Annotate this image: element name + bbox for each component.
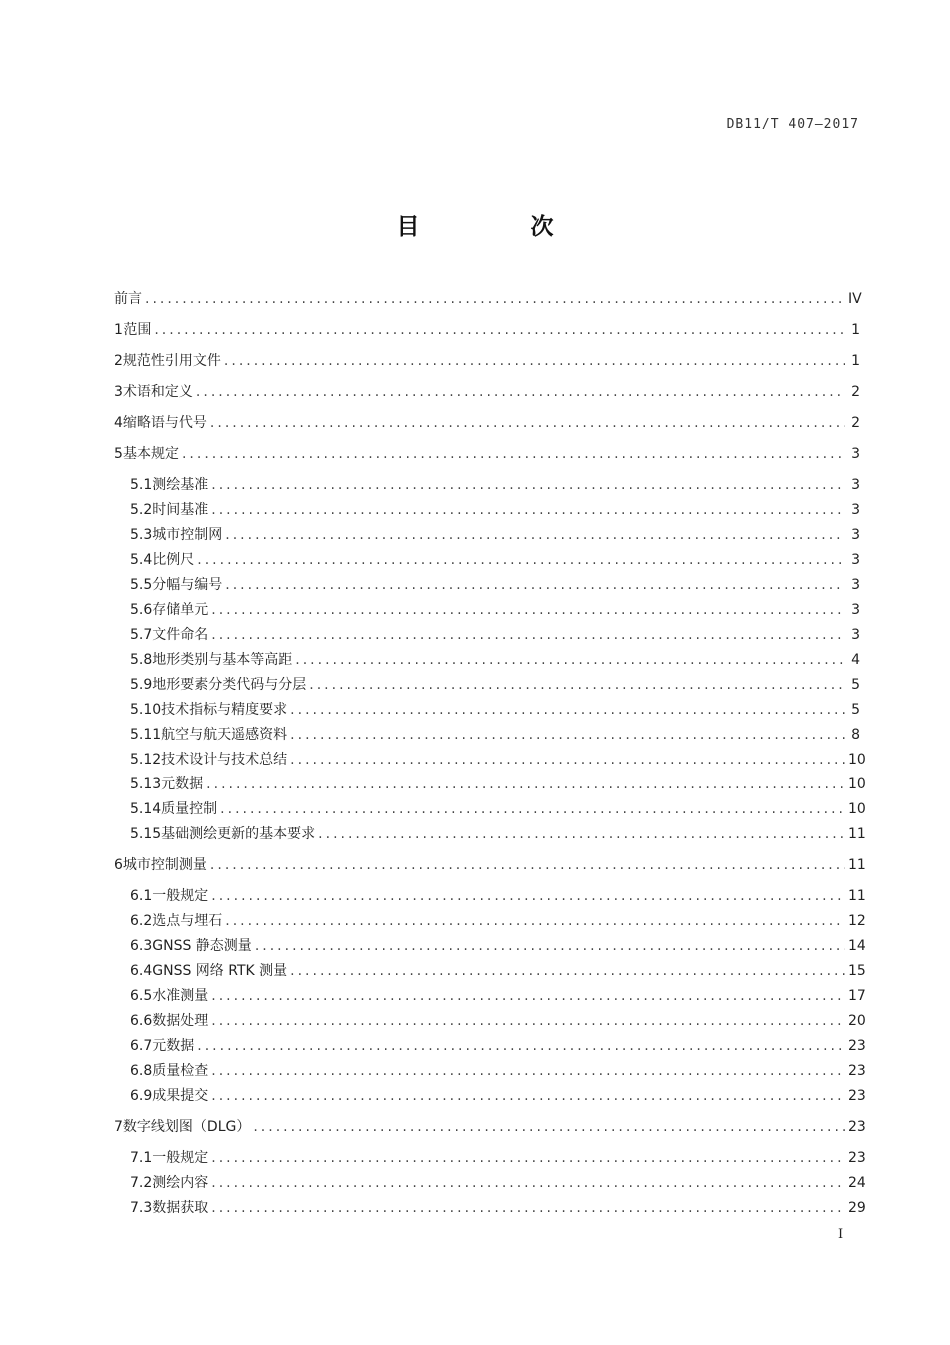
toc-dot-leader bbox=[211, 600, 845, 620]
toc-entry-page: 3 bbox=[851, 527, 860, 543]
toc-entry-page: 11 bbox=[848, 888, 866, 904]
toc-entry-number: 6 bbox=[114, 857, 123, 873]
toc-dot-leader bbox=[290, 750, 845, 770]
toc-entry-number: 5.11 bbox=[130, 727, 162, 743]
toc-entry[interactable] bbox=[130, 936, 866, 956]
toc-dot-leader bbox=[206, 774, 845, 794]
toc-entry[interactable] bbox=[114, 855, 866, 875]
toc-entry-title: 术语和定义 bbox=[122, 384, 193, 400]
toc-entry-page: 4 bbox=[851, 652, 860, 668]
toc-entry-page: 11 bbox=[848, 857, 866, 873]
toc-entry-page: 20 bbox=[848, 1013, 866, 1029]
toc-entry-number: 6.9 bbox=[130, 1088, 153, 1104]
toc-entry-title: 航空与航天遥感资料 bbox=[161, 727, 288, 743]
toc-dot-leader bbox=[210, 855, 845, 875]
toc-entry[interactable] bbox=[130, 1086, 866, 1106]
toc-entry-page: IV bbox=[848, 291, 862, 307]
toc-entry[interactable] bbox=[130, 725, 860, 745]
toc-dot-leader bbox=[220, 799, 845, 819]
toc-entry-number: 6.5 bbox=[130, 988, 153, 1004]
toc-dot-leader bbox=[197, 1036, 845, 1056]
toc-entry-title: GNSS 网络 RTK 测量 bbox=[152, 963, 288, 979]
toc-entry-page: 24 bbox=[848, 1175, 866, 1191]
toc-entry-title: 城市控制测量 bbox=[122, 857, 207, 873]
toc-entry-page: 1 bbox=[851, 322, 860, 338]
toc-entry-page: 23 bbox=[848, 1088, 866, 1104]
toc-entry[interactable] bbox=[130, 600, 860, 620]
toc-entry[interactable] bbox=[130, 475, 860, 495]
toc-dot-leader bbox=[196, 382, 845, 402]
toc-entry[interactable] bbox=[130, 1036, 866, 1056]
toc-entry-number: 5.3 bbox=[130, 527, 153, 543]
toc-entry-title: 时间基准 bbox=[152, 502, 209, 518]
toc-entry-number: 5.1 bbox=[130, 477, 153, 493]
toc-entry[interactable] bbox=[114, 320, 860, 340]
toc-entry-page: 23 bbox=[848, 1063, 866, 1079]
toc-entry-number: 6.8 bbox=[130, 1063, 153, 1079]
toc-dot-leader bbox=[211, 986, 845, 1006]
toc-dot-leader bbox=[211, 475, 845, 495]
toc-dot-leader bbox=[211, 1061, 845, 1081]
toc-entry-number: 5.13 bbox=[130, 776, 162, 792]
toc-dot-leader bbox=[210, 413, 845, 433]
toc-entry[interactable] bbox=[130, 575, 860, 595]
toc-entry-title: 文件命名 bbox=[152, 627, 209, 643]
toc-entry-number: 5.6 bbox=[130, 602, 153, 618]
toc-entry[interactable] bbox=[130, 986, 866, 1006]
toc-entry-title: 选点与埋石 bbox=[152, 913, 223, 929]
document-code: DB11/T 407—2017 bbox=[726, 117, 859, 132]
toc-entry-number: 3 bbox=[114, 384, 123, 400]
toc-entry-title: 质量检查 bbox=[152, 1063, 209, 1079]
toc-entry-title: 质量控制 bbox=[161, 801, 218, 817]
toc-entry-number: 5.9 bbox=[130, 677, 153, 693]
toc-entry[interactable] bbox=[130, 774, 866, 794]
toc-entry-page: 23 bbox=[848, 1119, 866, 1135]
toc-entry-title: 地形类别与基本等高距 bbox=[152, 652, 293, 668]
toc-dot-leader bbox=[225, 911, 845, 931]
toc-entry-number: 5.8 bbox=[130, 652, 153, 668]
toc-entry-page: 23 bbox=[848, 1150, 866, 1166]
toc-entry-title: 数据处理 bbox=[152, 1013, 209, 1029]
toc-dot-leader bbox=[318, 824, 845, 844]
toc-entry-title: 缩略语与代号 bbox=[122, 415, 207, 431]
toc-dot-leader bbox=[182, 444, 845, 464]
toc-entry[interactable] bbox=[114, 382, 860, 402]
toc-dot-leader bbox=[225, 575, 845, 595]
toc-entry[interactable] bbox=[114, 351, 860, 371]
toc-entry-title: 一般规定 bbox=[152, 888, 209, 904]
toc-entry-title: 基本规定 bbox=[122, 446, 179, 462]
toc-dot-leader bbox=[290, 961, 845, 981]
toc-entry-title: 规范性引用文件 bbox=[122, 353, 221, 369]
toc-entry-title: 技术设计与技术总结 bbox=[161, 752, 288, 768]
toc-entry-number: 6.6 bbox=[130, 1013, 153, 1029]
toc-entry-page: 2 bbox=[851, 415, 860, 431]
toc-entry-title: 技术指标与精度要求 bbox=[161, 702, 288, 718]
toc-entry-page: 10 bbox=[848, 752, 866, 768]
toc-entry[interactable] bbox=[130, 1011, 866, 1031]
toc-entry[interactable] bbox=[130, 700, 860, 720]
toc-dot-leader bbox=[211, 1086, 845, 1106]
toc-entry-number: 7.2 bbox=[130, 1175, 153, 1191]
toc-entry[interactable] bbox=[130, 799, 866, 819]
toc-entry[interactable] bbox=[130, 550, 860, 570]
toc-entry-number: 5.12 bbox=[130, 752, 162, 768]
toc-entry-number: 6.4 bbox=[130, 963, 153, 979]
toc-entry[interactable] bbox=[130, 1061, 866, 1081]
toc-entry-title: 测绘内容 bbox=[152, 1175, 209, 1191]
toc-dot-leader bbox=[224, 351, 845, 371]
toc-entry-page: 3 bbox=[851, 477, 860, 493]
toc-entry-number: 4 bbox=[114, 415, 123, 431]
toc-entry-title: 测绘基准 bbox=[152, 477, 209, 493]
toc-dot-leader bbox=[290, 700, 845, 720]
toc-entry-title: 城市控制网 bbox=[152, 527, 223, 543]
toc-entry-number: 5.10 bbox=[130, 702, 162, 718]
toc-entry-number: 7.3 bbox=[130, 1200, 153, 1216]
toc-entry-title: 数据获取 bbox=[152, 1200, 209, 1216]
toc-entry-number: 6.1 bbox=[130, 888, 153, 904]
toc-entry-number: 5 bbox=[114, 446, 123, 462]
toc-entry-title: 水准测量 bbox=[152, 988, 209, 1004]
toc-entry-title: GNSS 静态测量 bbox=[152, 938, 252, 954]
toc-entry[interactable] bbox=[130, 911, 866, 931]
toc-entry[interactable] bbox=[130, 824, 866, 844]
toc-entry[interactable] bbox=[114, 1117, 866, 1137]
toc-entry-title: 前言 bbox=[114, 291, 142, 307]
toc-dot-leader bbox=[211, 500, 845, 520]
toc-dot-leader bbox=[295, 650, 845, 670]
toc-entry[interactable] bbox=[130, 1173, 866, 1193]
toc-entry-page: 10 bbox=[848, 776, 866, 792]
toc-entry[interactable] bbox=[130, 625, 860, 645]
toc-dot-leader bbox=[255, 936, 845, 956]
toc-dot-leader bbox=[309, 675, 845, 695]
toc-entry-page: 1 bbox=[851, 353, 860, 369]
toc-entry-number: 5.14 bbox=[130, 801, 162, 817]
toc-entry-number: 1 bbox=[114, 322, 123, 338]
toc-entry[interactable] bbox=[130, 961, 866, 981]
toc-entry-number: 7.1 bbox=[130, 1150, 153, 1166]
toc-entry-title: 元数据 bbox=[161, 776, 204, 792]
toc-entry-title: 比例尺 bbox=[152, 552, 195, 568]
toc-dot-leader bbox=[253, 1117, 845, 1137]
toc-entry-title: 存储单元 bbox=[152, 602, 209, 618]
toc-entry[interactable] bbox=[114, 444, 860, 464]
toc-entry-title: 一般规定 bbox=[152, 1150, 209, 1166]
toc-entry-page: 3 bbox=[851, 502, 860, 518]
toc-entry[interactable] bbox=[130, 886, 866, 906]
toc-entry-number: 7 bbox=[114, 1119, 123, 1135]
toc-entry-page: 5 bbox=[851, 702, 860, 718]
toc-entry[interactable] bbox=[130, 650, 860, 670]
toc-entry-page: 3 bbox=[851, 446, 860, 462]
toc-entry-number: 2 bbox=[114, 353, 123, 369]
toc-entry-page: 15 bbox=[848, 963, 866, 979]
toc-entry-page: 14 bbox=[848, 938, 866, 954]
toc-entry-page: 3 bbox=[851, 627, 860, 643]
toc-dot-leader bbox=[290, 725, 845, 745]
toc-entry-title: 基础测绘更新的基本要求 bbox=[161, 826, 316, 842]
toc-entry-page: 12 bbox=[848, 913, 866, 929]
toc-entry-page: 23 bbox=[848, 1038, 866, 1054]
toc-dot-leader bbox=[154, 320, 845, 340]
toc-entry-number: 6.7 bbox=[130, 1038, 153, 1054]
toc-entry[interactable] bbox=[130, 675, 860, 695]
toc-dot-leader bbox=[211, 1173, 845, 1193]
toc-entry-number: 6.3 bbox=[130, 938, 153, 954]
toc-dot-leader bbox=[211, 1198, 845, 1218]
toc-entry-number: 5.5 bbox=[130, 577, 153, 593]
toc-entry-page: 10 bbox=[848, 801, 866, 817]
toc-dot-leader bbox=[145, 289, 845, 309]
toc-entry-page: 5 bbox=[851, 677, 860, 693]
toc-entry-page: 29 bbox=[848, 1200, 866, 1216]
toc-entry-page: 3 bbox=[851, 552, 860, 568]
toc-entry-page: 8 bbox=[851, 727, 860, 743]
toc-entry-title: 数字线划图（DLG） bbox=[122, 1119, 251, 1135]
toc-dot-leader bbox=[211, 1148, 845, 1168]
toc-entry[interactable] bbox=[114, 413, 860, 433]
toc-entry[interactable] bbox=[130, 1148, 866, 1168]
toc-title: 目 次 bbox=[396, 214, 598, 240]
toc-entry[interactable] bbox=[130, 525, 860, 545]
toc-entry-page: 3 bbox=[851, 577, 860, 593]
toc-entry-number: 5.15 bbox=[130, 826, 162, 842]
toc-dot-leader bbox=[211, 1011, 845, 1031]
toc-entry-number: 5.4 bbox=[130, 552, 153, 568]
toc-entry[interactable] bbox=[130, 1198, 866, 1218]
toc-entry[interactable] bbox=[114, 289, 860, 309]
toc-dot-leader bbox=[211, 886, 845, 906]
toc-entry-title: 成果提交 bbox=[152, 1088, 209, 1104]
toc-entry-number: 5.7 bbox=[130, 627, 153, 643]
toc-entry-title: 分幅与编号 bbox=[152, 577, 223, 593]
toc-dot-leader bbox=[197, 550, 845, 570]
toc-entry[interactable] bbox=[130, 750, 866, 770]
toc-entry-title: 地形要素分类代码与分层 bbox=[152, 677, 307, 693]
toc-entry-title: 范围 bbox=[123, 322, 152, 338]
page-number: I bbox=[838, 1227, 844, 1242]
toc-entry-page: 17 bbox=[848, 988, 866, 1004]
toc-dot-leader bbox=[225, 525, 845, 545]
toc-dot-leader bbox=[211, 625, 845, 645]
toc-entry-page: 11 bbox=[848, 826, 866, 842]
toc-entry-number: 5.2 bbox=[130, 502, 153, 518]
toc-entry[interactable] bbox=[130, 500, 860, 520]
toc-entry-number: 6.2 bbox=[130, 913, 153, 929]
toc-entry-title: 元数据 bbox=[152, 1038, 195, 1054]
toc-entry-page: 2 bbox=[851, 384, 860, 400]
toc-entry-page: 3 bbox=[851, 602, 860, 618]
